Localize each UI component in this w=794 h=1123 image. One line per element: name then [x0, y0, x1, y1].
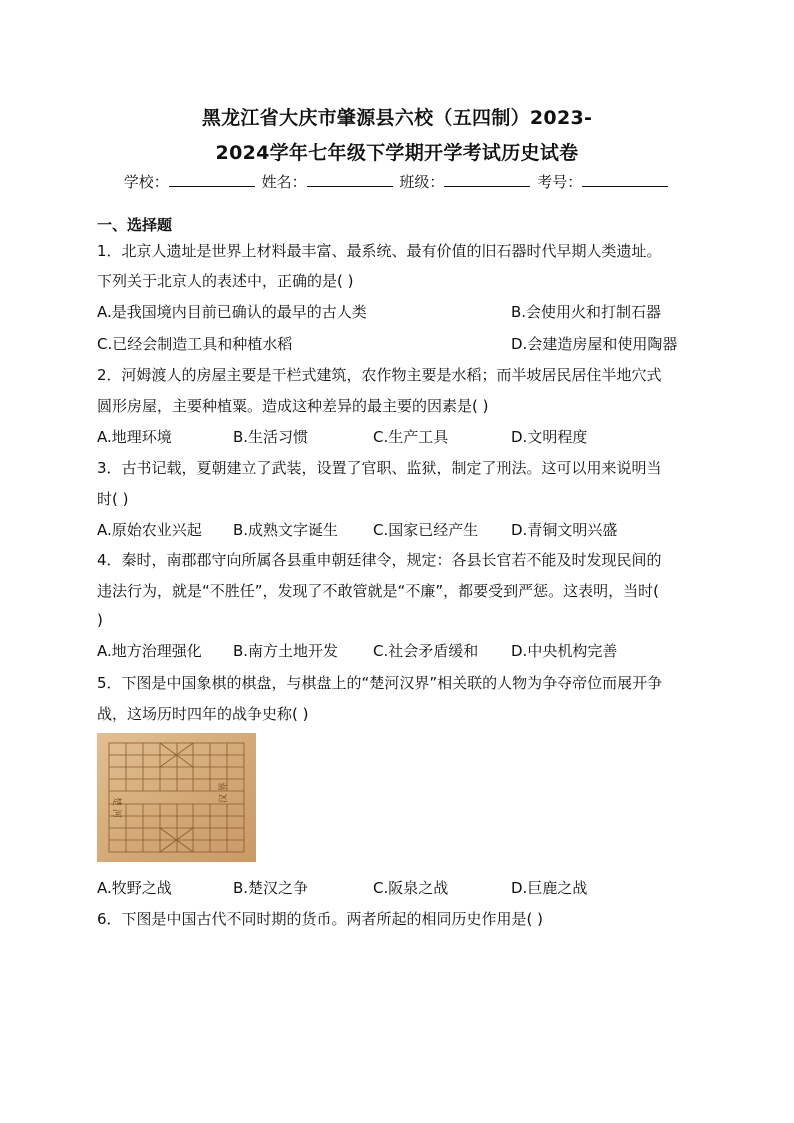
question-3-line2: 时( ) [97, 490, 129, 508]
q3-option-c[interactable]: C.国家已经产生 [373, 521, 479, 539]
q4-option-a[interactable]: A.地方治理强化 [97, 642, 202, 660]
q2-option-b[interactable]: B.生活习惯 [233, 428, 309, 446]
question-4-line3: ) [97, 611, 103, 629]
exam-title-line2: 2024学年七年级下学期开学考试历史试卷 [215, 142, 579, 164]
q1-option-d[interactable]: D.会建造房屋和使用陶器 [511, 335, 678, 353]
q5-option-c[interactable]: C.阪泉之战 [373, 879, 449, 897]
q4-option-c[interactable]: C.社会矛盾缓和 [373, 642, 479, 660]
q2-option-d[interactable]: D.文明程度 [511, 428, 588, 446]
q1-option-c[interactable]: C.已经会制造工具和种植水稻 [97, 335, 293, 353]
question-5-line1: 5．下图是中国象棋的棋盘，与棋盘上的“楚河汉界”相关联的人物为争夺帝位而展开争 [97, 674, 663, 692]
name-blank[interactable] [307, 172, 393, 187]
board-river-left: 楚 河 [111, 797, 121, 818]
q2-option-c[interactable]: C.生产工具 [373, 428, 449, 446]
question-4-line2: 违法行为，就是“不胜任”，发现了不敢管就是“不廉”，都要受到严惩。这表明，当时( [97, 582, 659, 600]
number-label: 考号： [537, 173, 583, 191]
q5-option-d[interactable]: D.巨鹿之战 [511, 879, 588, 897]
school-blank[interactable] [169, 172, 255, 187]
school-label: 学校： [123, 173, 169, 191]
q4-option-b[interactable]: B.南方土地开发 [233, 642, 339, 660]
number-blank[interactable] [582, 172, 668, 187]
q5-option-b[interactable]: B.楚汉之争 [233, 879, 309, 897]
question-5-line2: 战，这场历时四年的战争史称( ) [97, 705, 309, 723]
q5-option-a[interactable]: A.牧野之战 [97, 879, 172, 897]
q3-option-b[interactable]: B.成熟文字诞生 [233, 521, 339, 539]
q2-option-a[interactable]: A.地理环境 [97, 428, 172, 446]
q1-option-b[interactable]: B.会使用火和打制石器 [511, 303, 662, 321]
question-2-line2: 圆形房屋，主要种植粟。造成这种差异的最主要的因素是( ) [97, 397, 489, 415]
section-heading: 一、选择题 [97, 216, 173, 234]
class-label: 班级： [399, 173, 445, 191]
exam-title-line1: 黑龙江省大庆市肇源县六校（五四制）2023- [201, 107, 593, 129]
question-3-line1: 3．古书记载，夏朝建立了武装，设置了官职、监狱，制定了刑法。这可以用来说明当 [97, 459, 662, 477]
chessboard-image [97, 733, 256, 862]
question-1-line2: 下列关于北京人的表述中，正确的是( ) [97, 272, 354, 290]
q3-option-a[interactable]: A.原始农业兴起 [97, 521, 202, 539]
question-6-line1: 6．下图是中国古代不同时期的货币。两者所起的相同历史作用是( ) [97, 910, 544, 928]
question-2-line1: 2．河姆渡人的房屋主要是干栏式建筑，农作物主要是水稻；而半坡居民居住半地穴式 [97, 366, 662, 384]
q4-option-d[interactable]: D.中央机构完善 [511, 642, 618, 660]
q3-option-d[interactable]: D.青铜文明兴盛 [511, 521, 618, 539]
q1-option-a[interactable]: A.是我国境内目前已确认的最早的古人类 [97, 303, 367, 321]
name-label: 姓名： [261, 173, 307, 191]
board-river-right: 汉 界 [219, 782, 229, 803]
student-info-row [0, 171, 794, 192]
question-1-line1: 1．北京人遗址是世界上材料最丰富、最系统、最有价值的旧石器时代早期人类遗址。 [97, 242, 662, 260]
question-4-line1: 4．秦时，南郡郡守向所属各县重申朝廷律令，规定：各县长官若不能及时发现民间的 [97, 551, 662, 569]
class-blank[interactable] [444, 172, 530, 187]
